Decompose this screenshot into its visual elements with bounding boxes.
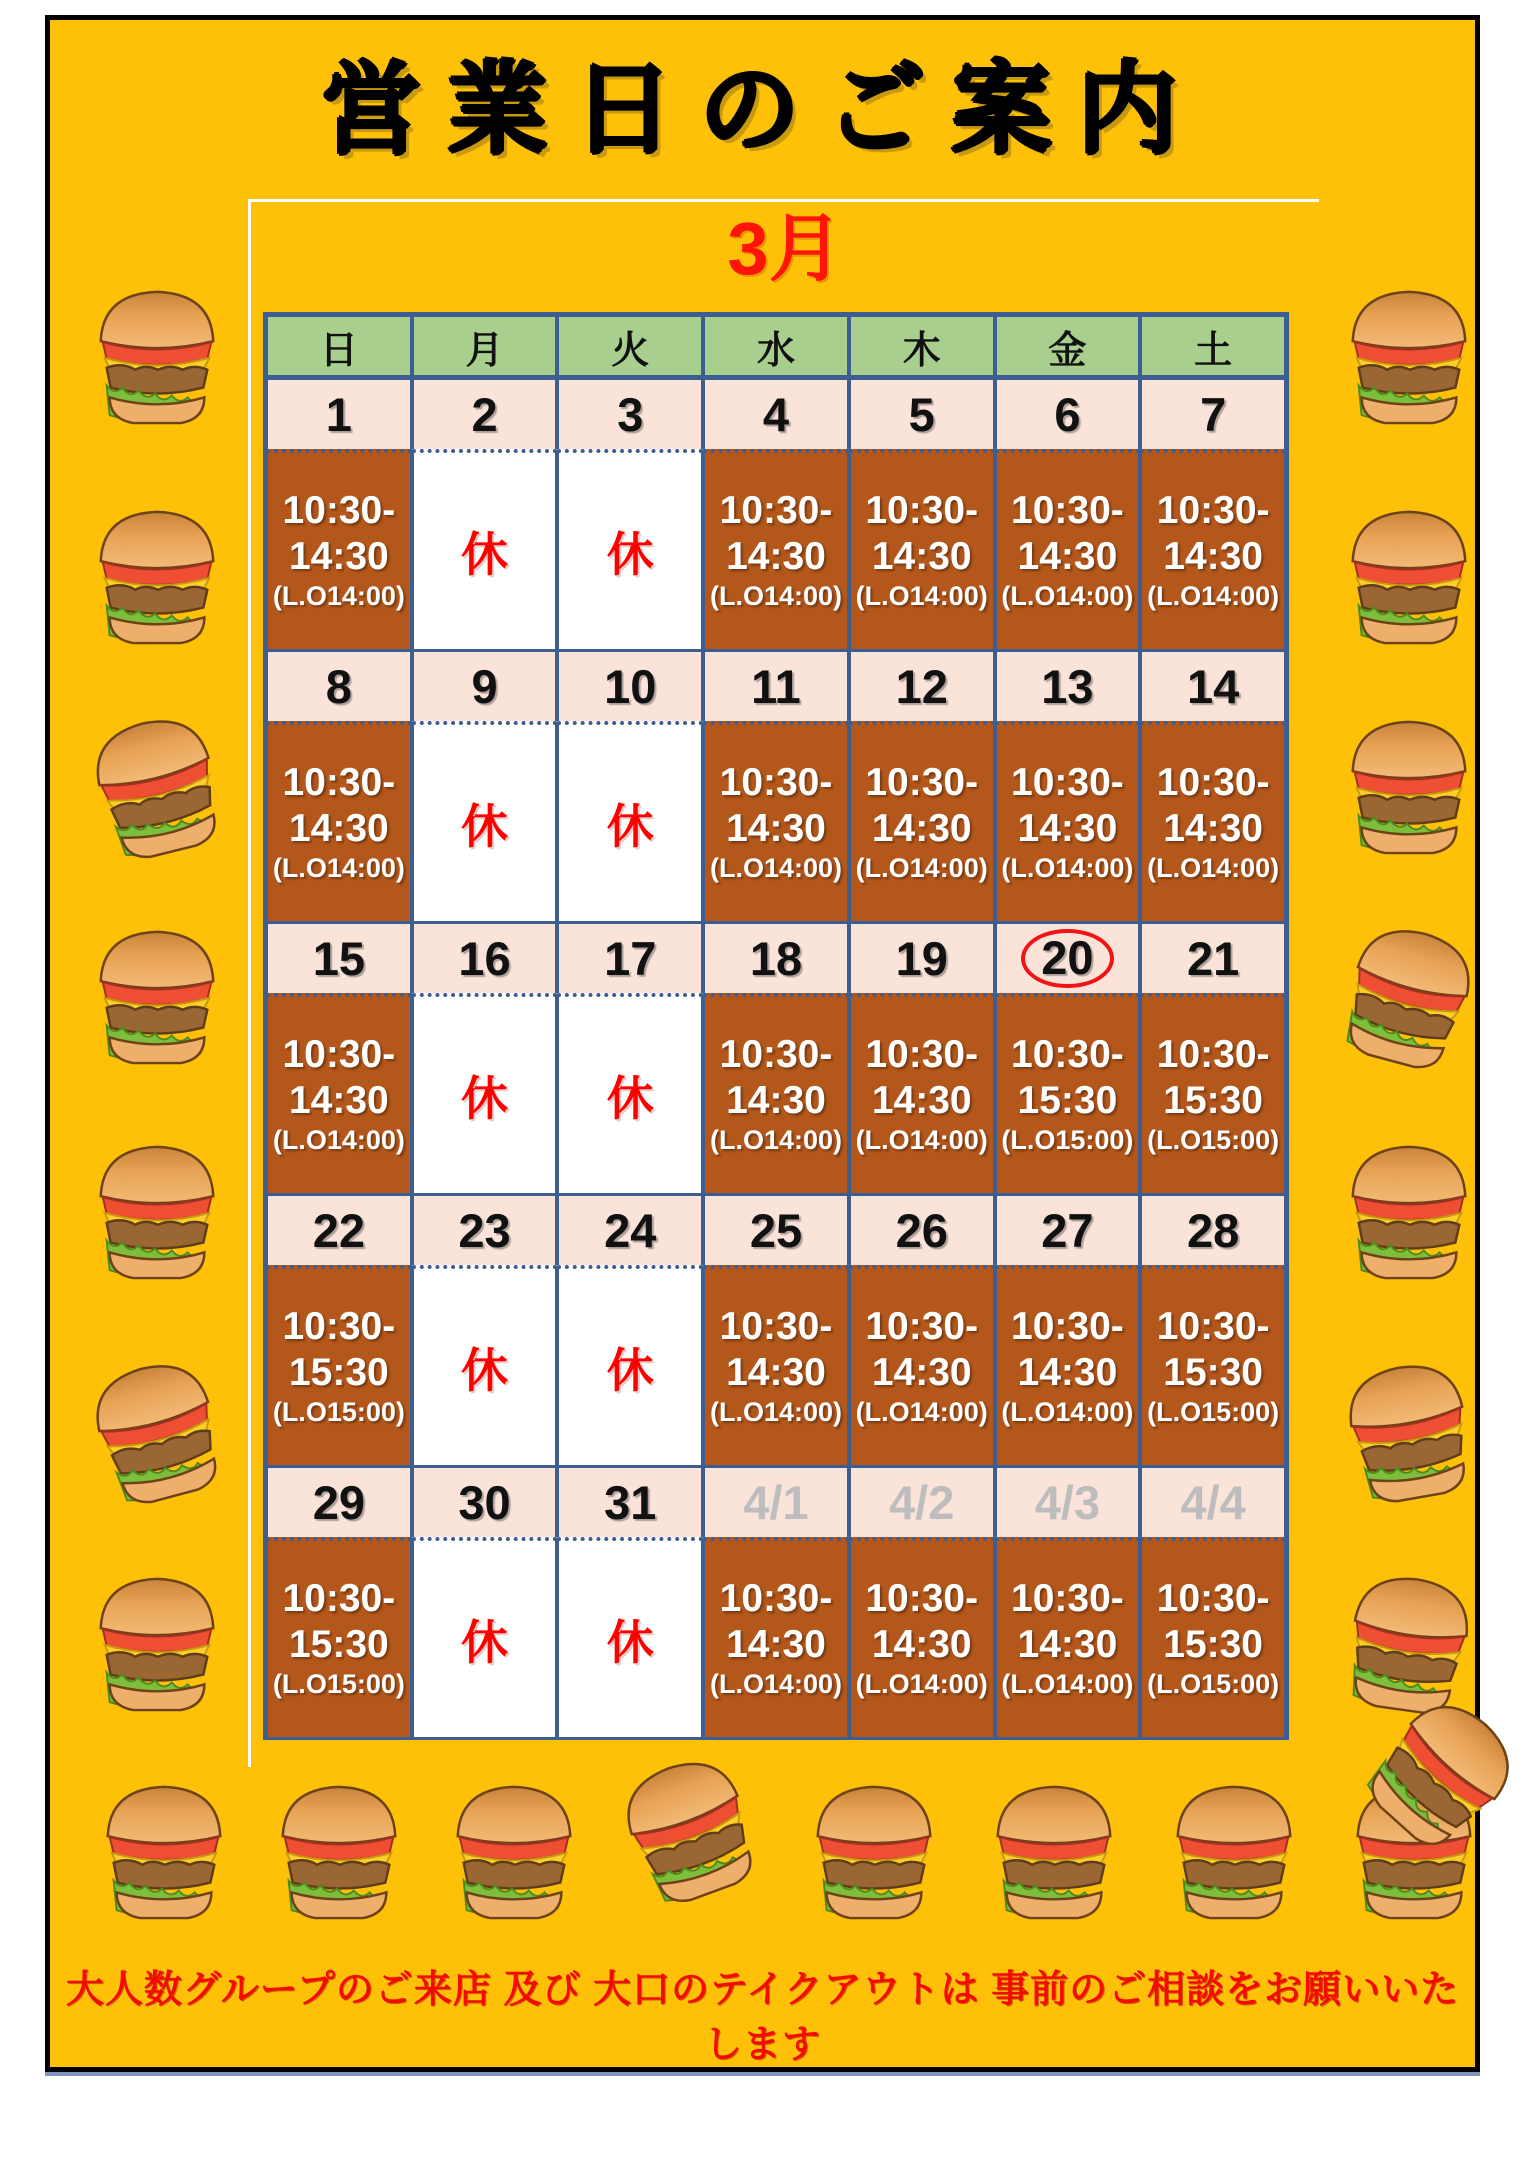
hours-start: 10:30- [1011,489,1124,533]
date-number: 28 [1186,1204,1240,1257]
date-cell [266,1465,412,1537]
closed-day-cell [412,1265,558,1465]
last-order: (L.O14:00) [1001,1397,1134,1428]
date-number-circled: 20 [1021,929,1113,988]
last-order: (L.O14:00) [709,1125,843,1156]
weekday-header: 水 [703,315,849,377]
closed-label: 休 [606,527,654,581]
date-cell [703,649,849,721]
hours-start: 10:30- [865,1033,979,1077]
date-number: 29 [312,1476,365,1529]
closed-label: 休 [461,1343,509,1397]
burger-icon [1160,1770,1308,1928]
date-cell-next-month [703,1465,849,1537]
open-hours-cell [703,721,849,921]
date-number: 19 [895,932,948,985]
open-hours-cell [1140,993,1286,1193]
hours-end: 15:30 [288,1623,389,1667]
date-cell [1140,377,1286,449]
date-cell-next-month [1140,1465,1286,1537]
open-hours-cell [849,449,995,649]
closed-day-cell [557,721,703,921]
closed-label: 休 [461,527,509,581]
hours-start: 10:30- [865,489,979,533]
hours-start: 10:30- [1156,1577,1270,1621]
date-cell [849,377,995,449]
hours-end: 14:30 [871,535,972,579]
date-number: 21 [1186,932,1240,985]
open-hours-cell [995,449,1141,649]
date-number: 4/4 [1180,1476,1246,1529]
date-cell [703,921,849,993]
date-number: 18 [749,932,803,985]
closed-label: 休 [461,1071,509,1125]
closed-day-cell [412,1537,558,1737]
hours-start: 10:30- [1011,1577,1124,1621]
burger-icon [1335,1130,1483,1288]
open-hours-cell [266,1537,412,1737]
burger-icon [83,495,231,653]
date-number: 25 [749,1204,803,1257]
hours-start: 10:30- [719,1033,833,1077]
date-cell [849,649,995,721]
date-number: 9 [471,660,498,713]
date-cell [412,1193,558,1265]
hours-end: 14:30 [871,1079,972,1123]
hours-end: 14:30 [1163,807,1263,851]
date-number: 30 [458,1476,511,1529]
open-hours-cell [995,1537,1141,1737]
hours-end: 14:30 [1017,535,1118,579]
hours-start: 10:30- [719,761,833,805]
open-hours-cell [703,1265,849,1465]
closed-label: 休 [606,1343,654,1397]
hours-end: 14:30 [1017,1623,1118,1667]
last-order: (L.O14:00) [709,853,843,884]
hours-start: 10:30- [719,1577,833,1621]
hours-end: 14:30 [288,807,389,851]
last-order: (L.O14:00) [1001,1669,1134,1700]
closed-day-cell [412,993,558,1193]
poster-title: 営業日のご案内 [321,54,1204,166]
open-hours-cell [1140,449,1286,649]
hours-end: 15:30 [1163,1351,1263,1395]
date-number: 13 [1041,660,1094,713]
last-order: (L.O14:00) [855,1397,988,1428]
burger-icon [1335,495,1483,653]
hours-start: 10:30- [282,1577,396,1621]
burger-icon [800,1770,948,1928]
date-number: 4/2 [889,1476,955,1529]
date-cell [557,921,703,993]
date-cell [995,377,1141,449]
date-number: 4 [762,388,790,441]
hours-end: 14:30 [726,1079,826,1123]
last-order: (L.O14:00) [272,853,405,884]
last-order: (L.O14:00) [855,853,988,884]
date-cell [412,377,558,449]
open-hours-cell [1140,1537,1286,1737]
hours-end: 14:30 [726,807,826,851]
open-hours-cell [266,449,412,649]
hours-start: 10:30- [1011,1033,1124,1077]
burger-icon [980,1770,1128,1928]
weekday-header: 金 [995,315,1141,377]
weekday-header: 火 [557,315,703,377]
hours-end: 14:30 [1017,807,1118,851]
hours-end: 14:30 [288,1079,389,1123]
date-number: 27 [1041,1204,1094,1257]
date-cell [995,649,1141,721]
burger-icon [83,915,231,1073]
closed-day-cell [557,993,703,1193]
date-cell [1140,1193,1286,1265]
weekday-header: 土 [1140,315,1286,377]
hours-start: 10:30- [719,489,833,533]
hours-end: 14:30 [1017,1351,1118,1395]
open-hours-cell [849,993,995,1193]
date-cell [266,377,412,449]
date-number: 2 [471,388,498,441]
last-order: (L.O14:00) [1147,581,1280,612]
closed-day-cell [557,449,703,649]
open-hours-cell [849,1537,995,1737]
date-cell [703,377,849,449]
date-number: 8 [325,660,352,713]
open-hours-cell [849,1265,995,1465]
open-hours-cell [995,1265,1141,1465]
date-number: 24 [604,1204,657,1257]
hours-end: 15:30 [1163,1623,1263,1667]
date-number: 7 [1200,388,1227,441]
date-number: 3 [617,388,644,441]
hours-start: 10:30- [282,761,396,805]
footer-note: 大人数グループのご来店 及び 大口のテイクアウトは 事前のご相談をお願いいたします [65,1969,1460,2066]
closed-day-cell [412,721,558,921]
burger-icon [1335,275,1483,433]
date-cell [557,649,703,721]
open-hours-cell [1140,1265,1286,1465]
burger-icon [66,689,248,878]
closed-label: 休 [606,1615,654,1669]
open-hours-cell [995,993,1141,1193]
open-hours-cell [266,993,412,1193]
last-order: (L.O14:00) [855,1669,988,1700]
burger-icon [65,1334,249,1525]
poster [45,15,1480,2072]
closed-label: 休 [606,1071,654,1125]
burger-icon [1335,705,1483,863]
hours-start: 10:30- [865,1577,979,1621]
burger-icon [1317,899,1501,1090]
date-cell [557,1465,703,1537]
open-hours-cell [1140,721,1286,921]
date-number: 6 [1054,388,1081,441]
date-number: 14 [1186,660,1240,713]
hours-end: 15:30 [1163,1079,1263,1123]
date-cell [995,921,1141,993]
hours-start: 10:30- [719,1305,833,1349]
month-label: 3月 [727,207,843,290]
hours-end: 14:30 [726,1623,826,1667]
last-order: (L.O14:00) [709,581,843,612]
hours-start: 10:30- [865,761,979,805]
last-order: (L.O14:00) [855,581,988,612]
date-number: 15 [312,932,365,985]
hours-start: 10:30- [1156,761,1270,805]
open-hours-cell [995,721,1141,921]
closed-label: 休 [461,1615,509,1669]
date-cell [266,921,412,993]
date-cell [266,1193,412,1265]
hours-end: 14:30 [871,1351,972,1395]
last-order: (L.O14:00) [1001,581,1134,612]
weekday-header: 月 [412,315,558,377]
date-number: 4/1 [743,1476,809,1529]
burger-icon [1322,1338,1495,1519]
date-number: 16 [458,932,511,985]
date-number: 4/3 [1034,1476,1101,1529]
last-order: (L.O15:00) [272,1669,405,1700]
weekday-header: 木 [849,315,995,377]
date-number: 5 [908,388,935,441]
date-cell [412,1465,558,1537]
burger-icon [83,1562,231,1720]
closed-day-cell [412,449,558,649]
last-order: (L.O14:00) [709,1397,843,1428]
burger-icon [90,1770,238,1928]
date-cell [412,649,558,721]
hours-start: 10:30- [865,1305,979,1349]
date-cell [703,1193,849,1265]
date-cell-next-month [849,1465,995,1537]
last-order: (L.O14:00) [855,1125,988,1156]
burger-icon [83,275,231,433]
burger-icon [265,1770,413,1928]
open-hours-cell [703,993,849,1193]
last-order: (L.O15:00) [1147,1397,1280,1428]
calendar-panel [248,199,1319,1767]
date-number: 11 [751,660,801,713]
last-order: (L.O14:00) [1001,853,1134,884]
calendar-grid [263,312,1289,1740]
hours-end: 14:30 [726,1351,826,1395]
date-number: 31 [604,1476,657,1529]
date-cell-next-month [995,1465,1141,1537]
open-hours-cell [703,1537,849,1737]
last-order: (L.O14:00) [272,581,405,612]
last-order: (L.O15:00) [1147,1669,1280,1700]
last-order: (L.O14:00) [1147,853,1280,884]
date-cell [412,921,558,993]
hours-start: 10:30- [1011,761,1124,805]
date-number: 23 [458,1204,511,1257]
date-number: 22 [312,1204,365,1257]
burger-icon [440,1770,588,1928]
open-hours-cell [266,1265,412,1465]
hours-end: 14:30 [871,1623,972,1667]
open-hours-cell [849,721,995,921]
last-order: (L.O15:00) [1001,1125,1134,1156]
hours-start: 10:30- [1156,489,1270,533]
date-number: 1 [325,388,352,441]
closed-label: 休 [606,799,654,853]
date-cell [1140,921,1286,993]
hours-start: 10:30- [1156,1305,1270,1349]
hours-start: 10:30- [282,489,396,533]
weekday-header: 日 [266,315,412,377]
date-number: 17 [604,932,657,985]
last-order: (L.O15:00) [1147,1125,1280,1156]
date-cell [557,1193,703,1265]
hours-start: 10:30- [282,1305,396,1349]
hours-end: 15:30 [1017,1079,1118,1123]
open-hours-cell [703,449,849,649]
closed-day-cell [557,1537,703,1737]
date-cell [1140,649,1286,721]
hours-start: 10:30- [282,1033,396,1077]
hours-end: 14:30 [871,807,972,851]
date-cell [849,1193,995,1265]
date-number: 26 [895,1204,948,1257]
closed-label: 休 [461,799,509,853]
burger-icon [83,1130,231,1288]
hours-end: 14:30 [288,535,389,579]
date-cell [995,1193,1141,1265]
hours-start: 10:30- [1156,1033,1270,1077]
last-order: (L.O14:00) [272,1125,405,1156]
hours-start: 10:30- [1011,1305,1124,1349]
date-cell [266,649,412,721]
date-number: 10 [604,660,657,713]
hours-end: 14:30 [726,535,826,579]
date-cell [849,921,995,993]
hours-end: 15:30 [288,1351,389,1395]
closed-day-cell [557,1265,703,1465]
date-cell [557,377,703,449]
last-order: (L.O14:00) [709,1669,843,1700]
date-number: 12 [895,660,948,713]
hours-end: 14:30 [1163,535,1263,579]
last-order: (L.O15:00) [272,1397,405,1428]
open-hours-cell [266,721,412,921]
